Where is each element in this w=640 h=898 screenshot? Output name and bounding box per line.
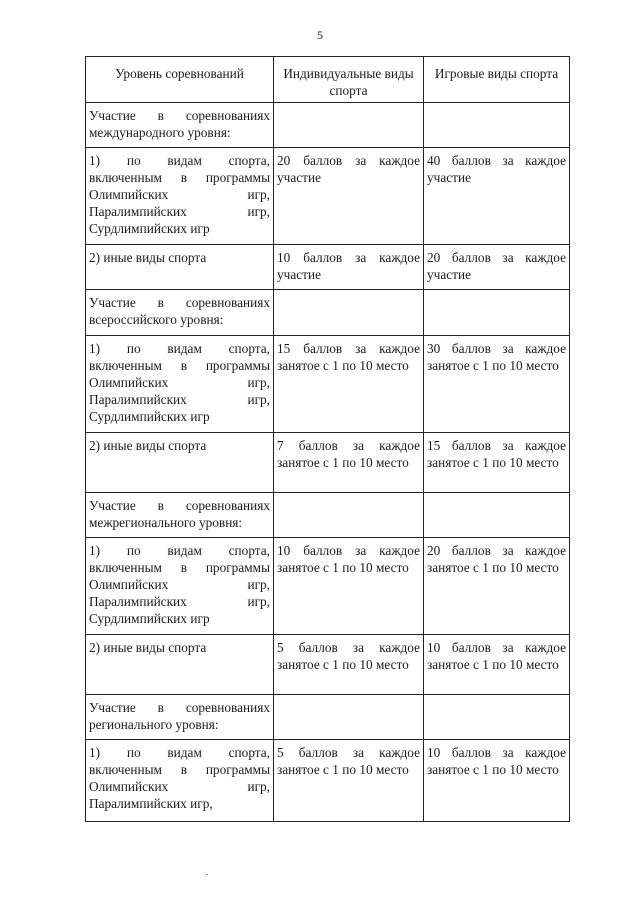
cell-level: 2) иные виды спорта xyxy=(86,635,274,695)
cell-team xyxy=(424,103,570,148)
cell-level: Участие в соревнованиях межрегионального уровня: xyxy=(86,493,274,538)
table-row xyxy=(86,433,570,493)
table-row xyxy=(86,103,570,148)
table-row xyxy=(86,695,570,740)
cell-individual: 10 баллов за каждое занятое с 1 по 10 место xyxy=(274,538,424,635)
cell-team xyxy=(424,493,570,538)
cell-team xyxy=(424,695,570,740)
cell-team: 15 баллов за каждое занятое с 1 по 10 место xyxy=(424,433,570,493)
cell-team: 20 баллов за каждое занятое с 1 по 10 место xyxy=(424,538,570,635)
cell-level: Участие в соревнованиях международного уровня: xyxy=(86,103,274,148)
cell-team: 10 баллов за каждое занятое с 1 по 10 место xyxy=(424,740,570,822)
table-row xyxy=(86,245,570,290)
table-row xyxy=(86,290,570,336)
cell-individual: 10 баллов за каждое участие xyxy=(274,245,424,290)
header-individual-sports: Индивидуальные виды спорта xyxy=(274,57,424,103)
table-row xyxy=(86,493,570,538)
table-row xyxy=(86,336,570,433)
cell-individual: 5 баллов за каждое занятое с 1 по 10 место xyxy=(274,635,424,695)
cell-individual xyxy=(274,103,424,148)
table-header-row xyxy=(86,57,570,103)
cell-individual: 15 баллов за каждое занятое с 1 по 10 место xyxy=(274,336,424,433)
cell-team: 20 баллов за каждое участие xyxy=(424,245,570,290)
cell-level: 1) по видам спорта, включенным в программы Олимпийских игр, Паралимпийских игр, Сурдлимпийских игр xyxy=(86,148,274,245)
cell-level: Участие в соревнованиях всероссийского уровня: xyxy=(86,290,274,336)
cell-level: 1) по видам спорта, включенным в программы Олимпийских игр, Паралимпийских игр, xyxy=(86,740,274,822)
table-row xyxy=(86,538,570,635)
cell-individual xyxy=(274,290,424,336)
table-row xyxy=(86,148,570,245)
cell-team: 30 баллов за каждое занятое с 1 по 10 место xyxy=(424,336,570,433)
cell-level: 1) по видам спорта, включенным в программы Олимпийских игр, Паралимпийских игр, Сурдлимпийских игр xyxy=(86,336,274,433)
cell-individual: 5 баллов за каждое занятое с 1 по 10 место xyxy=(274,740,424,822)
table-row xyxy=(86,635,570,695)
scoring-table xyxy=(85,56,570,822)
table-row xyxy=(86,740,570,822)
header-team-sports: Игровые виды спорта xyxy=(424,57,570,103)
cell-level: 2) иные виды спорта xyxy=(86,245,274,290)
cell-team: 40 баллов за каждое участие xyxy=(424,148,570,245)
header-competition-level: Уровень соревнований xyxy=(86,57,274,103)
scan-speck xyxy=(206,874,208,875)
cell-team xyxy=(424,290,570,336)
cell-individual xyxy=(274,493,424,538)
cell-individual: 7 баллов за каждое занятое с 1 по 10 место xyxy=(274,433,424,493)
cell-level: 1) по видам спорта, включенным в программы Олимпийских игр, Паралимпийских игр, Сурдлимпийских игр xyxy=(86,538,274,635)
cell-level: Участие в соревнованиях регионального уровня: xyxy=(86,695,274,740)
cell-individual: 20 баллов за каждое участие xyxy=(274,148,424,245)
cell-level: 2) иные виды спорта xyxy=(86,433,274,493)
table-body xyxy=(86,103,570,822)
page-number: 5 xyxy=(317,28,323,42)
cell-team: 10 баллов за каждое занятое с 1 по 10 место xyxy=(424,635,570,695)
cell-individual xyxy=(274,695,424,740)
